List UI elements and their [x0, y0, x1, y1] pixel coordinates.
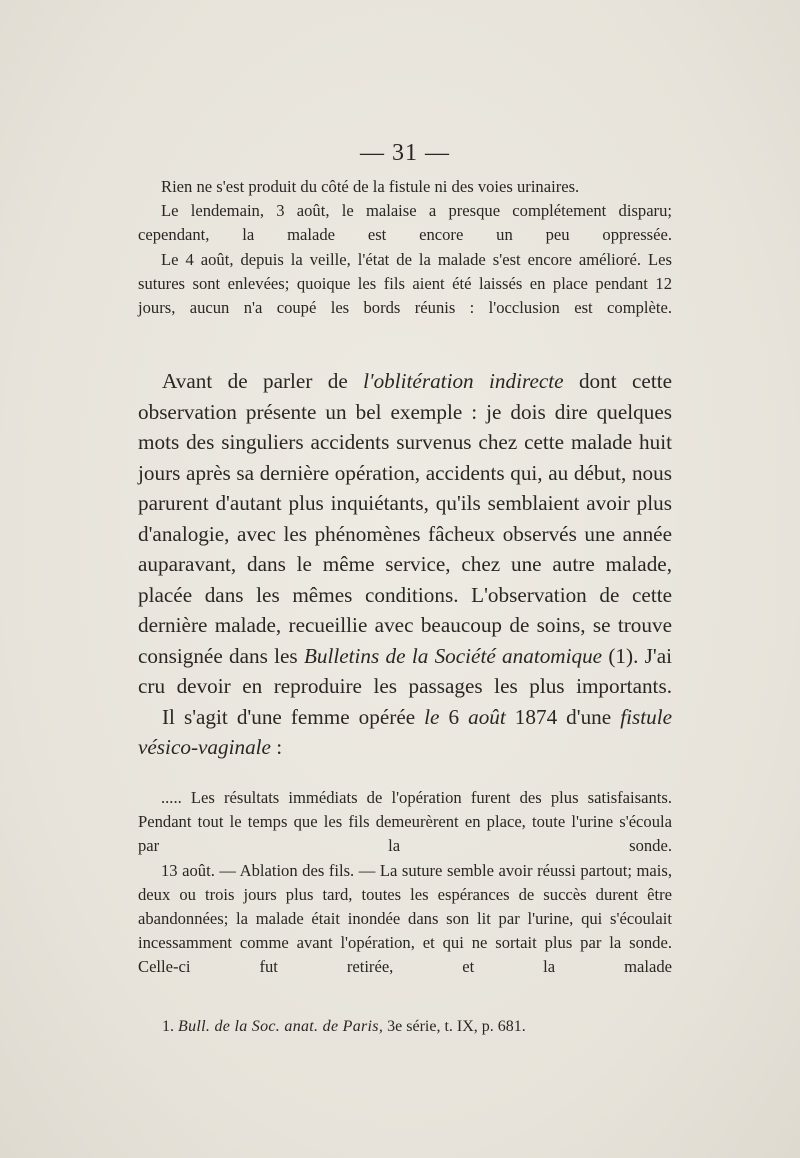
paragraph: Le 4 août, depuis la veille, l'état de la malade s'est encore amélioré. Les sutures sont enlevées; quoique les fils aient été laissés en place pendant 12 jours, aucun n'a coupé les bords réunis : l'occlusion est complète.: [138, 249, 672, 318]
page-number: — 31 —: [360, 140, 450, 166]
observation-notes: [138, 175, 672, 320]
paragraph: Il s'agit d'une femme opérée le 6 août 1874 d'une fistule vésico-vaginale :: [138, 704, 672, 759]
paragraph: 13 août. — Ablation des fils. — La suture semble avoir réussi partout; mais, deux ou trois jours plus tard, toutes les espérances de succès durent être abandonnées; la malade était inondée dans son lit par l'urine, qui s'écoulait incessamment comme avant l'opération, et qui ne sortait plus par la sonde. Celle-ci fut retirée, et la malade: [138, 860, 672, 977]
main-text: [138, 366, 672, 763]
paragraph: Le lendemain, 3 août, le malaise a presque complétement disparu; cependant, la malade est encore un peu oppressée.: [138, 201, 672, 245]
paragraph: Rien ne s'est produit du côté de la fistule ni des voies urinaires.: [161, 177, 580, 196]
paragraph: Avant de parler de l'oblitération indirecte dont cette observation présente un bel exemple : je dois dire quelques mots des singuliers accidents survenus chez cette malade huit jours après sa dernière opération, accidents qui, au début, nous parurent d'autant plus inquiétants, qu'ils semblaient avoir plus d'analogie, avec les phénomènes fâcheux observés une année auparavant, dans le même service, chez une autre malade, placée dans les mêmes conditions. L'observation de cette dernière malade, recueillie avec beaucoup de soins, se trouve consignée dans les Bulletins de la Société anatomique (1). J'ai cru devoir en reproduire les passages les plus importants.: [138, 369, 672, 698]
quoted-observation: [138, 786, 672, 980]
paragraph: ..... Les résultats immédiats de l'opération furent des plus satisfaisants. Pendant tout le temps que les fils demeurèrent en place, toute l'urine s'écoula par la sonde.: [138, 788, 672, 856]
footnote: 1. Bull. de la Soc. anat. de Paris, 3e série, t. IX, p. 681.: [162, 1018, 526, 1035]
